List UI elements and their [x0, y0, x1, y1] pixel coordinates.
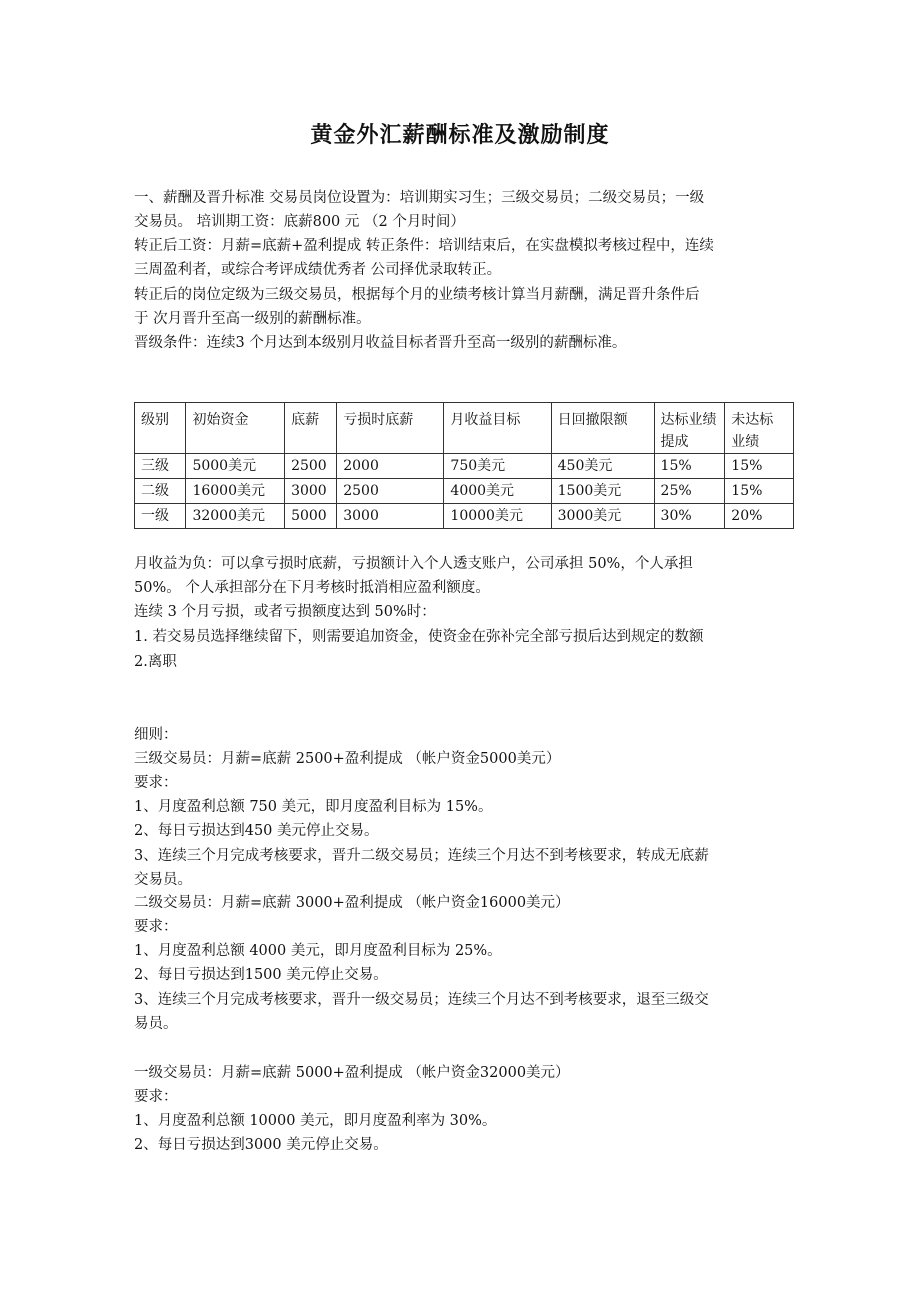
loss-line: 1. 若交易员选择继续留下，则需要追加资金，使资金在弥补完全部亏损后达到规定的数额: [134, 629, 704, 645]
level1-line: 1、月度盈利总额 10000 美元，即月度盈利率为 30%。: [134, 1113, 497, 1129]
loss-line: 2.离职: [134, 654, 177, 670]
table-cell: 三级: [135, 454, 186, 479]
table-cell: 750美元: [444, 454, 551, 479]
table-cell: 16000美元: [186, 479, 285, 504]
level2-line: 1、月度盈利总额 4000 美元，即月度盈利目标为 25%。: [134, 943, 502, 959]
level2-line: 3、连续三个月完成考核要求，晋升一级交易员；连续三个月达不到考核要求，退至三级交: [134, 992, 709, 1008]
intro-line: 三周盈利者，或综合考评成绩优秀者 公司择优录取转正。: [134, 262, 502, 278]
table-cell: 3000美元: [551, 504, 654, 529]
level2-line: 2、每日亏损达到1500 美元停止交易。: [134, 967, 388, 983]
level3-line: 1、月度盈利总额 750 美元，即月度盈利目标为 15%。: [134, 799, 493, 815]
intro-line: 交易员。 培训期工资：底薪800 元 （2 个月时间）: [134, 214, 465, 230]
table-cell: 450美元: [551, 454, 654, 479]
level2-line: 二级交易员：月薪=底薪 3000+盈利提成 （帐户资金16000美元）: [134, 895, 570, 911]
loss-line: 连续 3 个月亏损，或者亏损额度达到 50%时：: [134, 604, 436, 620]
table-cell: 5000美元: [186, 454, 285, 479]
level3-line: 3、连续三个月完成考核要求，晋升二级交易员；连续三个月达不到考核要求，转成无底薪: [134, 848, 709, 864]
level2-line: 易员。: [134, 1016, 178, 1032]
table-cell: 4000美元: [444, 479, 551, 504]
intro-line: 晋级条件：连续3 个月达到本级别月收益目标者晋升至高一级别的薪酬标准。: [134, 335, 627, 351]
table-header-cell: 亏损时底薪: [337, 403, 444, 454]
table-header-cell: 级别: [135, 403, 186, 454]
loss-line: 月收益为负：可以拿亏损时底薪，亏损额计入个人透支账户，公司承担 50%，个人承担: [134, 556, 693, 572]
level3-line: 三级交易员：月薪=底薪 2500+盈利提成 （帐户资金5000美元）: [134, 751, 561, 767]
table-cell: 2000: [337, 454, 444, 479]
table-cell: 2500: [337, 479, 444, 504]
intro-line: 转正后的岗位定级为三级交易员，根据每个月的业绩考核计算当月薪酬，满足晋升条件后: [134, 287, 700, 303]
table-row: [135, 454, 794, 479]
table-header-cell: 未达标业绩: [725, 403, 794, 454]
table-cell: 15%: [654, 454, 725, 479]
table-cell: 二级: [135, 479, 186, 504]
level2-line: 要求：: [134, 919, 178, 935]
table-cell: 15%: [725, 479, 794, 504]
table-header-cell: 日回撤限额: [551, 403, 654, 454]
intro-line: 转正后工资：月薪=底薪+盈利提成 转正条件：培训结束后，在实盘模拟考核过程中，连续: [134, 238, 714, 254]
table-cell: 20%: [725, 504, 794, 529]
table-cell: 30%: [654, 504, 725, 529]
table-cell: 15%: [725, 454, 794, 479]
document-title: 黄金外汇薪酬标准及激励制度: [310, 122, 610, 148]
table-cell: 1500美元: [551, 479, 654, 504]
table-header-cell: 月收益目标: [444, 403, 551, 454]
loss-line: 50%。 个人承担部分在下月考核时抵消相应盈利额度。: [134, 580, 490, 596]
table-row: [135, 504, 794, 529]
table-cell: 10000美元: [444, 504, 551, 529]
table-cell: 32000美元: [186, 504, 285, 529]
table-cell: 25%: [654, 479, 725, 504]
level3-line: 要求：: [134, 775, 178, 791]
level1-line: 一级交易员：月薪=底薪 5000+盈利提成 （帐户资金32000美元）: [134, 1065, 570, 1081]
intro-line: 一、薪酬及晋升标准 交易员岗位设置为：培训期实习生；三级交易员；二级交易员；一级: [134, 190, 705, 206]
table-cell: 2500: [285, 454, 337, 479]
table-cell: 3000: [285, 479, 337, 504]
table-header-cell: 底薪: [285, 403, 337, 454]
salary-grade-table: [134, 402, 794, 529]
level1-line: 要求：: [134, 1089, 178, 1105]
level3-line: 交易员。: [134, 872, 192, 888]
table-header-cell: 初始资金: [186, 403, 285, 454]
table-header-cell: 达标业绩提成: [654, 403, 725, 454]
details-label: 细则：: [134, 727, 178, 743]
intro-line: 于 次月晋升至高一级别的薪酬标准。: [134, 311, 371, 327]
table-row: [135, 479, 794, 504]
table-cell: 3000: [337, 504, 444, 529]
level3-line: 2、每日亏损达到450 美元停止交易。: [134, 823, 379, 839]
table-cell: 一级: [135, 504, 186, 529]
level1-line: 2、每日亏损达到3000 美元停止交易。: [134, 1137, 388, 1153]
table-header-row: [135, 403, 794, 454]
table-cell: 5000: [285, 504, 337, 529]
